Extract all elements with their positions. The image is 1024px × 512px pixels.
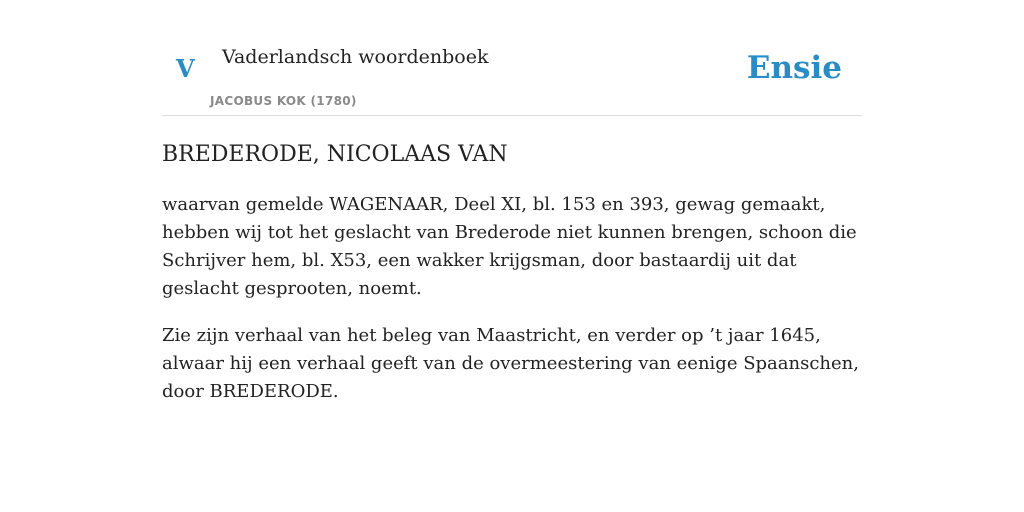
- book-title-link[interactable]: Vaderlandsch woordenboek: [222, 46, 489, 68]
- entry-title: BREDERODE, NICOLAAS VAN: [162, 142, 508, 167]
- page-container: [162, 0, 862, 406]
- ensie-logo[interactable]: Ensie: [746, 50, 842, 86]
- entry-paragraph-2: Zie zijn verhaal van het beleg van Maastricht, en verder op ’t jaar 1645, alwaar hij een verhaal geeft van de overmeestering van eenige Spaanschen, door BREDERODE.: [162, 325, 859, 402]
- book-author: JACOBUS KOK (1780): [210, 94, 357, 108]
- book-header: [162, 0, 862, 116]
- book-logo-letter[interactable]: V: [176, 54, 195, 83]
- entry-paragraph-1: waarvan gemelde WAGENAAR, Deel XI, bl. 153 en 393, gewag gemaakt, hebben wij tot het geslacht van Brederode niet kunnen brengen, schoon die Schrijver hem, bl. X53, een wakker krijgsman, door bastaardij uit dat geslacht gesprooten, noemt.: [162, 194, 857, 299]
